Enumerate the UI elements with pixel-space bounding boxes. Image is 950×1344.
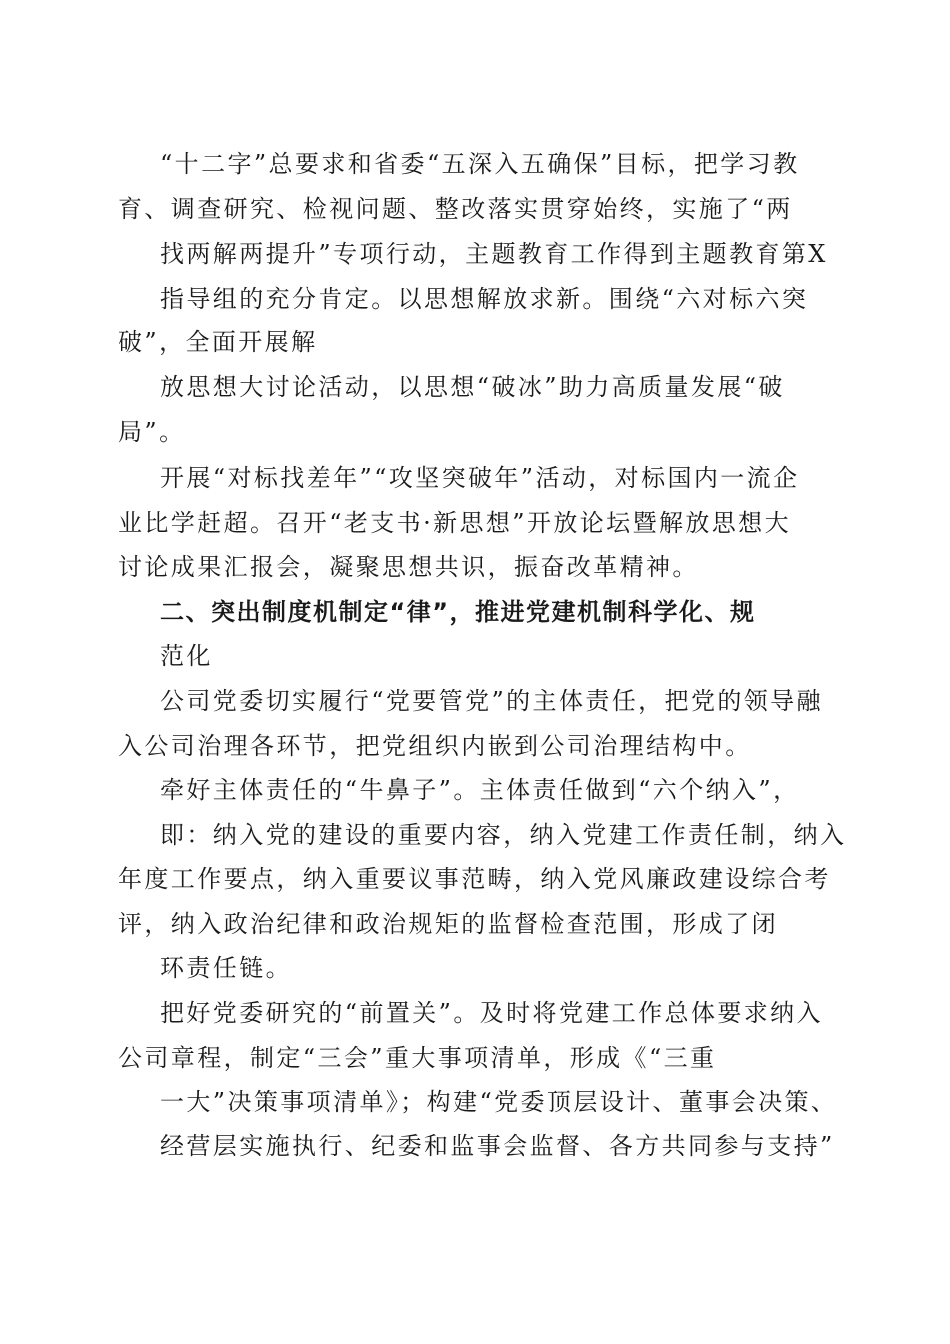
text-line: 公司党委切实履行“党要管党”的主体责任，把党的领导融 xyxy=(160,687,823,715)
text-line: 局”。 xyxy=(118,418,186,446)
text-line: 环责任链。 xyxy=(160,954,292,982)
section-heading: 二、突出制度机制定“律”，推进党建机制科学化、规 xyxy=(160,598,756,626)
text-line: 年度工作要点，纳入重要议事范畴，纳入党风廉政建设综合考 xyxy=(118,865,831,893)
text-line: 即：纳入党的建设的重要内容，纳入党建工作责任制，纳入 xyxy=(160,821,847,849)
text-line: 破”，全面开展解 xyxy=(118,328,318,356)
text-line: 公司章程，制定“三会”重大事项清单，形成《“三重 xyxy=(118,1044,717,1072)
text-line: 业比学赶超。召开“老支书·新思想”开放论坛暨解放思想大 xyxy=(118,509,791,537)
text-line: 经营层实施执行、纪委和监事会监督、各方共同参与支持” xyxy=(160,1132,835,1160)
text-line: 开展“对标找差年”“攻坚突破年”活动，对标国内一流企 xyxy=(160,464,800,492)
text-line: 育、调查研究、检视问题、整改落实贯穿始终，实施了“两 xyxy=(118,195,793,223)
text-line: 入公司治理各环节，把党组织内嵌到公司治理结构中。 xyxy=(118,732,752,760)
text-line: 放思想大讨论活动，以思想“破冰”助力高质量发展“破 xyxy=(160,373,785,401)
text-line: 一大”决策事项清单》；构建“党委顶层设计、董事会决策、 xyxy=(160,1088,838,1116)
text-line: 讨论成果汇报会，凝聚思想共识，振奋改革精神。 xyxy=(118,553,699,581)
text-line: 指导组的充分肯定。以思想解放求新。围绕“六对标六突 xyxy=(160,285,809,313)
text-line: 评，纳入政治纪律和政治规矩的监督检查范围，形成了闭 xyxy=(118,910,778,938)
text-line: “十二字”总要求和省委“五深入五确保”目标，把学习教 xyxy=(160,150,800,178)
text-line: 找两解两提升”专项行动，主题教育工作得到主题教育第X xyxy=(160,240,828,268)
text-line: 牵好主体责任的“牛鼻子”。主体责任做到“六个纳入”， xyxy=(160,776,800,804)
section-heading-continuation: 范化 xyxy=(160,642,213,670)
text-line: 把好党委研究的“前置关”。及时将党建工作总体要求纳入 xyxy=(160,999,823,1027)
